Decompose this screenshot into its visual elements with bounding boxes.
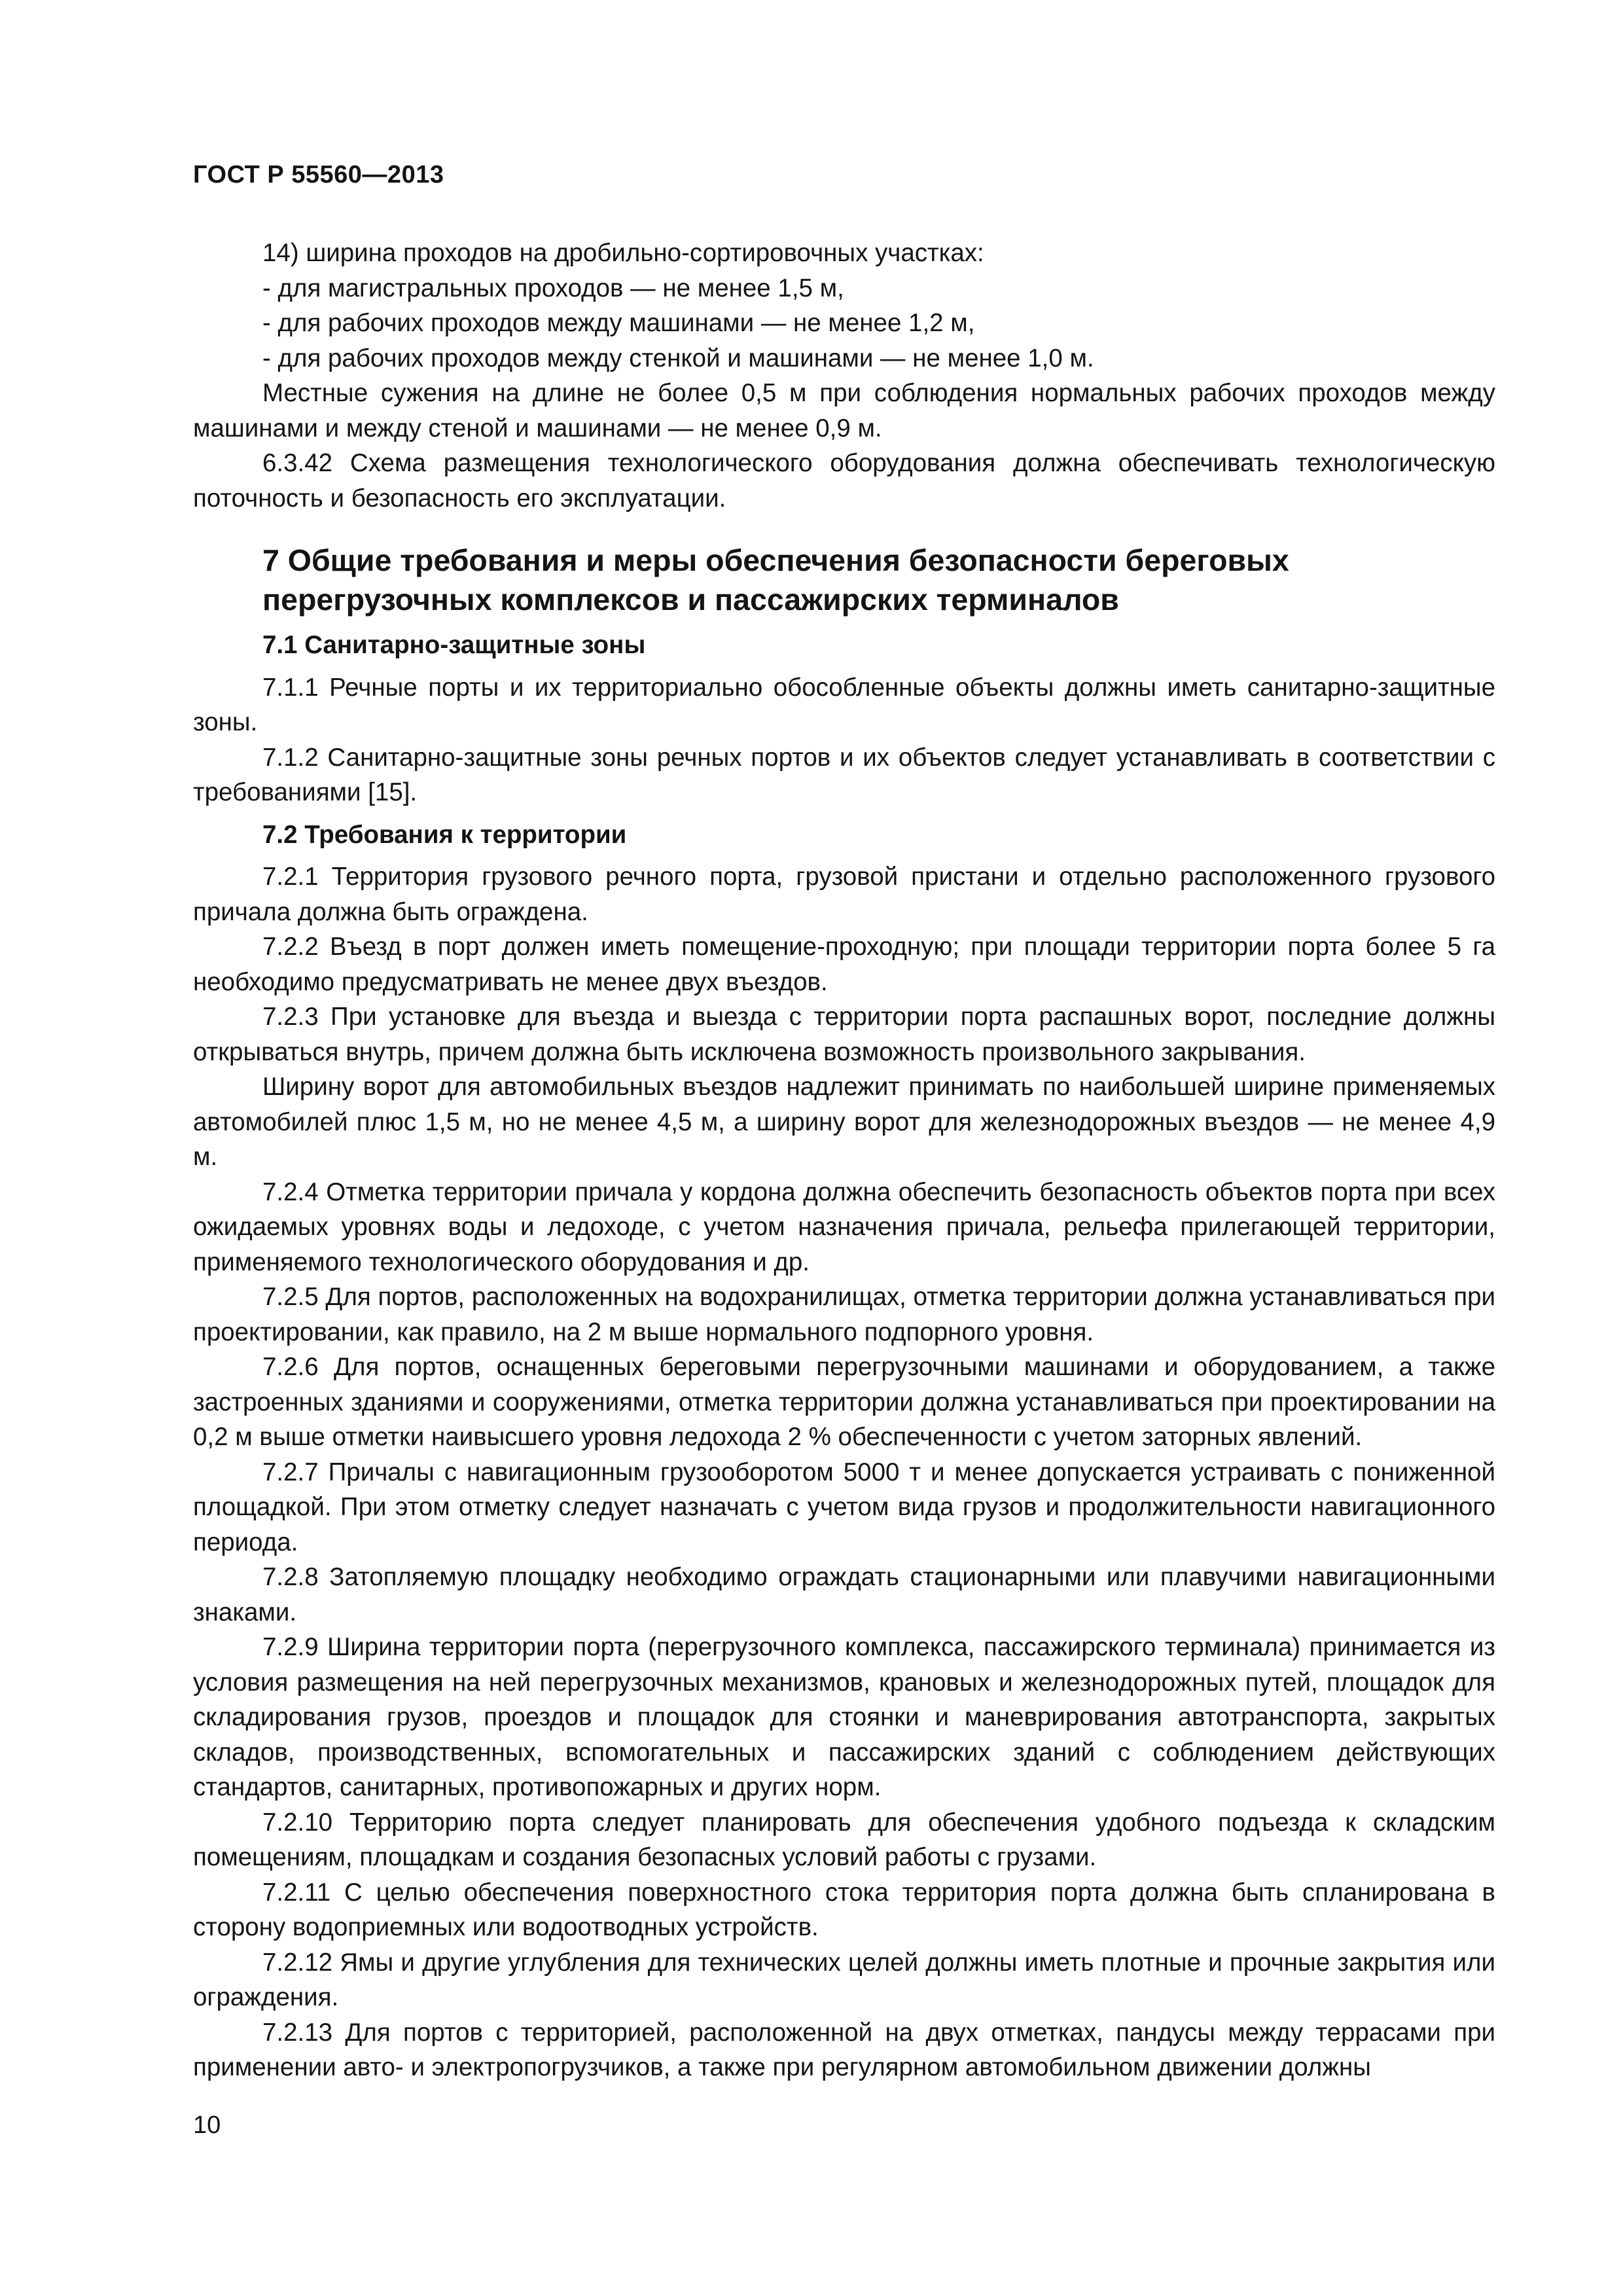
document-header: ГОСТ Р 55560—2013 (193, 161, 444, 188)
paragraph-6-3-42: 6.3.42 Схема размещения технологического оборудования должна обеспечивать технологическую поточность и безопасность его эксплуатации. (193, 449, 1495, 512)
paragraph-7-1-2: 7.1.2 Санитарно-защитные зоны речных портов и их объектов следует устанавливать в соответствии с требованиями [15]. (193, 743, 1495, 806)
paragraph-7-1-1: 7.1.1 Речные порты и их территориально обособленные объекты должны иметь санитарно-защитные зоны. (193, 673, 1495, 736)
paragraph-7-2-6: 7.2.6 Для портов, оснащенных береговыми перегрузочными машинами и оборудованием, а также застроенных зданиями и сооружениями, отметка территории должна устанавливаться при проектировании на 0,2 м выше отметки наивысшего уровня ледохода 2 % обеспеченности с учетом заторных явлений. (193, 1353, 1495, 1451)
paragraph-7-2-8: 7.2.8 Затопляемую площадку необходимо ограждать стационарными или плавучими навигационными знаками. (193, 1563, 1495, 1626)
paragraph-7-2-3: 7.2.3 При установке для въезда и выезда с территории порта распашных ворот, последние должны открываться внутрь, причем должна быть исключена возможность произвольного закрывания. (193, 1003, 1495, 1066)
paragraph-7-2-9: 7.2.9 Ширина территории порта (перегрузочного комплекса, пассажирского терминала) принимается из условия размещения на ней перегрузочных механизмов, крановых и железнодорожных путей, площадок для складирования грузов, проездов и площадок для стоянки и маневрирования автотранспорта, закрытых складов, производственных, вспомогательных и пассажирских зданий с соблюдением действующих стандартов, санитарных, противопожарных и других норм. (193, 1633, 1495, 1801)
dash-item-wall-passages: - для рабочих проходов между стенкой и машинами — не менее 1,0 м. (262, 344, 1094, 372)
subsection-7-1-heading: 7.1 Санитарно-защитные зоны (262, 631, 646, 659)
section-7-title: 7 Общие требования и меры обеспечения безопасности береговых перегрузочных комплексов и пассажирских терминалов (262, 543, 1289, 617)
page-number: 10 (193, 2111, 221, 2139)
paragraph-7-2-12: 7.2.12 Ямы и другие углубления для технических целей должны иметь плотные и прочные закрытия или ограждения. (193, 1948, 1495, 2011)
subsection-7-2-heading: 7.2 Требования к территории (262, 820, 627, 849)
paragraph-7-2-13: 7.2.13 Для портов с территорией, расположенной на двух отметках, пандусы между террасами при применении авто- и электропогрузчиков, а также при регулярном автомобильном движении должны (193, 2018, 1495, 2081)
paragraph-7-2-7: 7.2.7 Причалы с навигационным грузооборотом 5000 т и менее допускается устраивать с пониженной площадкой. При этом отметку следует назначать с учетом вида грузов и продолжительности навигационного периода. (193, 1458, 1495, 1556)
page-content (193, 236, 1495, 2085)
paragraph-7-2-10: 7.2.10 Территорию порта следует планировать для обеспечения удобного подъезда к складским помещениям, площадкам и создания безопасных условий работы с грузами. (193, 1808, 1495, 1871)
paragraph-7-2-4: 7.2.4 Отметка территории причала у кордона должна обеспечить безопасность объектов порта при всех ожидаемых уровнях воды и ледоходе, с учетом назначения причала, рельефа прилегающей территории, применяемого технологического оборудования и др. (193, 1177, 1495, 1276)
list-item-14: 14) ширина проходов на дробильно-сортировочных участках: (262, 239, 984, 267)
paragraph-7-2-1: 7.2.1 Территория грузового речного порта, грузовой пристани и отдельно расположенного грузового причала должна быть ограждена. (193, 863, 1495, 926)
paragraph-local-narrowing: Местные сужения на длине не более 0,5 м при соблюдения нормальных рабочих проходов между машинами и между стеной и машинами — не менее 0,9 м. (193, 379, 1495, 442)
paragraph-7-2-11: 7.2.11 С целью обеспечения поверхностного стока территория порта должна быть спланирована в сторону водоприемных или водоотводных устройств. (193, 1878, 1495, 1941)
paragraph-7-2-5: 7.2.5 Для портов, расположенных на водохранилищах, отметка территории должна устанавливаться при проектировании, как правило, на 2 м выше нормального подпорного уровня. (193, 1283, 1495, 1346)
dash-item-main-passages: - для магистральных проходов — не менее 1,5 м, (262, 274, 844, 302)
paragraph-7-2-2: 7.2.2 Въезд в порт должен иметь помещение-проходную; при площади территории порта более 5 га необходимо предусматривать не менее двух въездов. (193, 933, 1495, 996)
paragraph-7-2-3-gate-width: Ширину ворот для автомобильных въездов надлежит принимать по наибольшей ширине применяемых автомобилей плюс 1,5 м, но не менее 4,5 м, а ширину ворот для железнодорожных въездов — не менее 4,9 м. (193, 1073, 1495, 1171)
dash-item-machine-passages: - для рабочих проходов между машинами — не менее 1,2 м, (262, 309, 975, 337)
